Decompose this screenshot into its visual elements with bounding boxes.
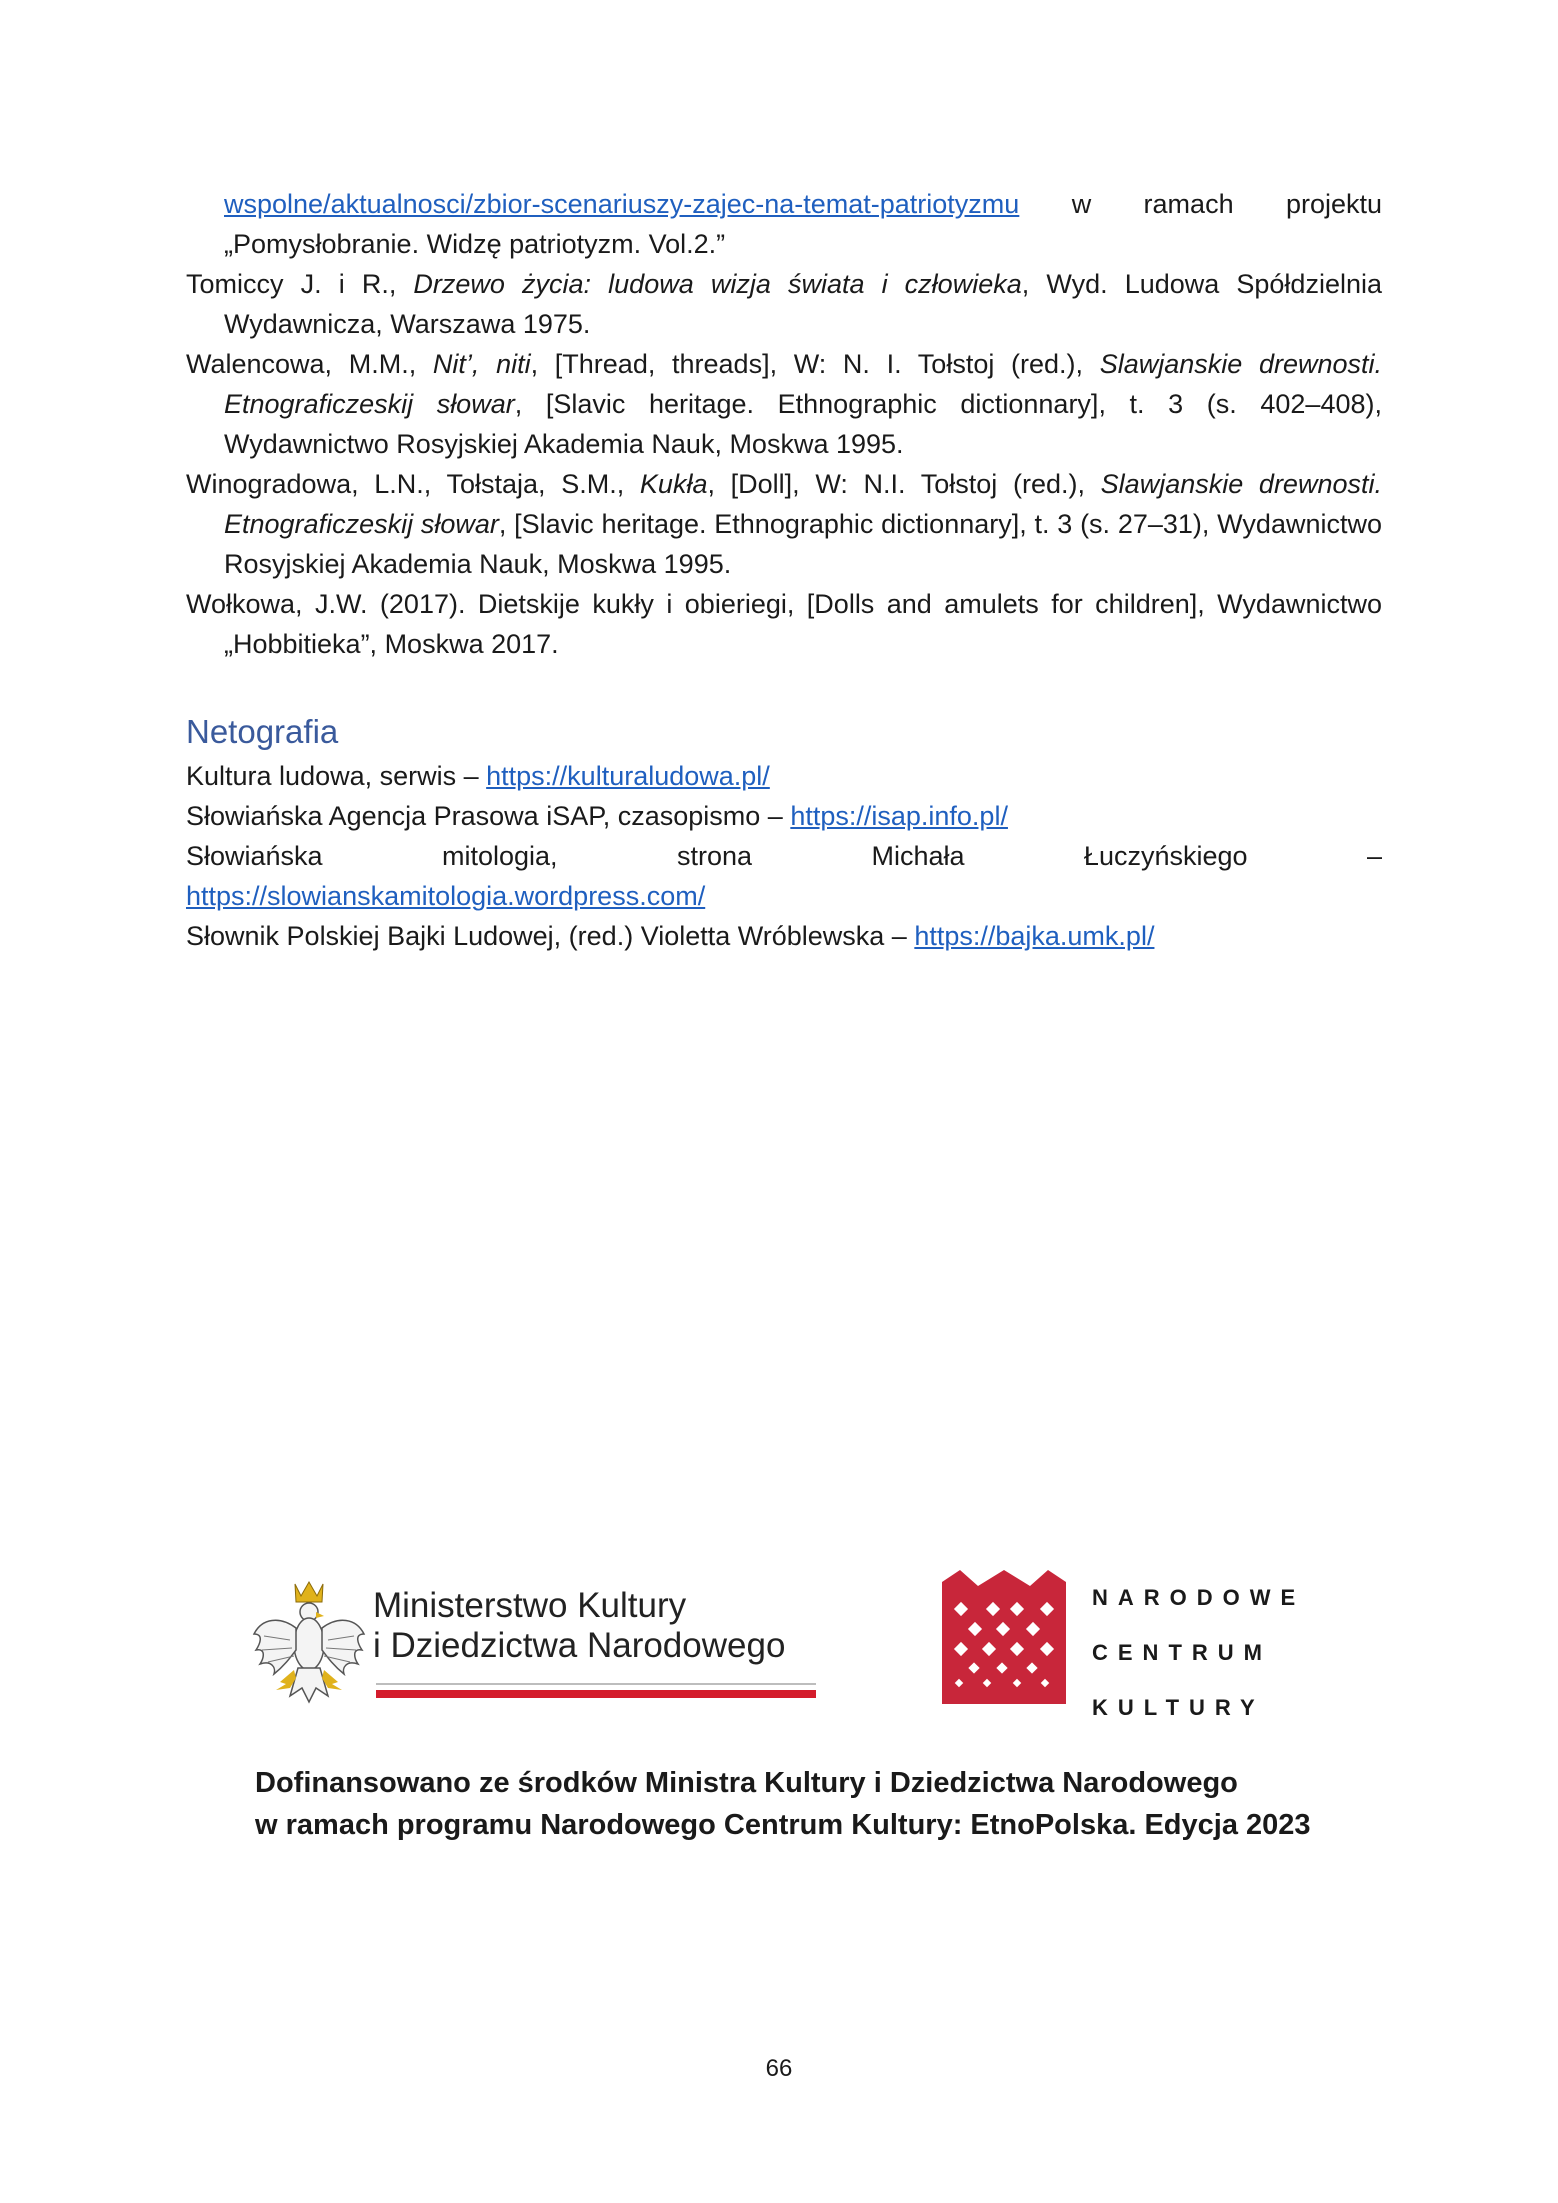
netografia-item-4-text: Słownik Polskiej Bajki Ludowej, (red.) Violetta Wróblewska – (186, 921, 915, 951)
ministry-name-line1: Ministerstwo Kultury (373, 1586, 687, 1625)
reference-2 (186, 264, 1382, 344)
nck-logo (942, 1570, 1322, 1720)
netografia-item-3-word: – (1366, 841, 1382, 871)
reference-1-line2: „Pomysłobranie. Widzę patriotyzm. Vol.2.” (224, 229, 726, 259)
reference-4-details: , [Slavic heritage. Ethnographic dictionnary], t. 3 (s. 27–31), Wydawnictwo Rosyjskiej Akademia Nauk, Moskwa 1995. (224, 509, 1382, 579)
netografia-item-4 (186, 916, 1382, 956)
netografia-item-2-text: Słowiańska Agencja Prasowa iSAP, czasopismo – (186, 801, 791, 831)
reference-3 (186, 344, 1382, 464)
netografia-item-3-word: Słowiańska (186, 841, 323, 871)
reference-4-authors: Winogradowa, L.N., Tołstaja, S.M., (186, 469, 640, 499)
netografia-item-3-link-line (186, 876, 1382, 916)
funding-note (255, 1762, 1355, 1846)
reference-4-title: Kukła (639, 469, 708, 499)
reference-1-link[interactable]: wspolne/aktualnosci/zbior-scenariuszy-zajec-na-temat-patriotyzmu (224, 189, 1020, 219)
reference-2-title: Drzewo życia: ludowa wizja świata i człowieka (413, 269, 1022, 299)
reference-3-title: Nit’, niti (432, 349, 531, 379)
reference-2-publisher: , Wyd. Ludowa Spółdzielnia Wydawnicza, Warszawa 1975. (224, 269, 1382, 339)
netografia-item-1 (186, 756, 1382, 796)
reference-3-authors: Walencowa, M.M., (186, 349, 433, 379)
ministry-name (373, 1586, 785, 1666)
sponsor-logos (250, 1570, 1310, 1720)
reference-3-part: , [Thread, threads], W: N. I. Tołstoj (red.), (530, 349, 1100, 379)
netografia-item-3-link[interactable]: https://slowianskamitologia.wordpress.com/ (186, 881, 706, 911)
netografia-item-3-word: strona (676, 841, 753, 871)
reference-5: Wołkowa, J.W. (2017). Dietskije kukły i obieriegi, [Dolls and amulets for children], Wydawnictwo „Hobbitieka”, Moskwa 2017. (186, 589, 1382, 659)
funding-note-line2: w ramach programu Narodowego Centrum Kultury: EtnoPolska. Edycja 2023 (255, 1809, 1311, 1841)
page-number: 66 (765, 2055, 793, 2082)
reference-3-source: Slawjanskie drewnosti. Etnograficzeskij słowar (224, 349, 1383, 419)
netografia-item-3-word: Łuczyńskiego (1083, 841, 1248, 871)
reference-4-source: Slawjanskie drewnosti. Etnograficzeskij słowar (224, 469, 1382, 539)
netografia-item-1-link[interactable]: https://kulturaludowa.pl/ (486, 761, 770, 791)
reference-4-part: , [Doll], W: N.I. Tołstoj (red.), (707, 469, 1101, 499)
reference-3-details: , [Slavic heritage. Ethnographic dictionnary], t. 3 (s. 402–408), Wydawnictwo Rosyjskiej Akademia Nauk, Moskwa 1995. (224, 389, 1382, 459)
nck-name-line3: KULTURY (1092, 1695, 1265, 1720)
netografia-item-2-link[interactable]: https://isap.info.pl/ (790, 801, 1008, 831)
nck-emblem-icon (942, 1570, 1066, 1704)
netografia-item-4-link[interactable]: https://bajka.umk.pl/ (914, 921, 1155, 951)
reference-1-tail: w ramach projektu (1019, 189, 1382, 219)
netografia-heading: Netografia (186, 713, 339, 750)
nck-name-line1: NARODOWE (1092, 1585, 1306, 1610)
netografia-item-3 (186, 836, 1382, 876)
netografia-item-1-text: Kultura ludowa, serwis – (186, 761, 487, 791)
polish-eagle-icon (250, 1578, 368, 1708)
netografia-item-3-word: mitologia, (442, 841, 558, 871)
reference-1-continuation (186, 184, 1382, 224)
netografia-list (186, 756, 1382, 956)
netografia-item-2 (186, 796, 1382, 836)
nck-name (1092, 1570, 1305, 1735)
ministry-logo (250, 1570, 830, 1720)
ministry-red-bar (376, 1690, 816, 1698)
reference-4 (186, 464, 1382, 584)
reference-2-authors: Tomiccy J. i R., (186, 269, 414, 299)
ministry-divider (376, 1683, 816, 1685)
references-list (186, 184, 1382, 664)
funding-note-line1: Dofinansowano ze środków Ministra Kultury i Dziedzictwa Narodowego (255, 1767, 1238, 1799)
ministry-name-line2: i Dziedzictwa Narodowego (373, 1626, 786, 1665)
nck-name-line2: CENTRUM (1092, 1640, 1272, 1665)
netografia-item-3-word: Michała (871, 841, 965, 871)
